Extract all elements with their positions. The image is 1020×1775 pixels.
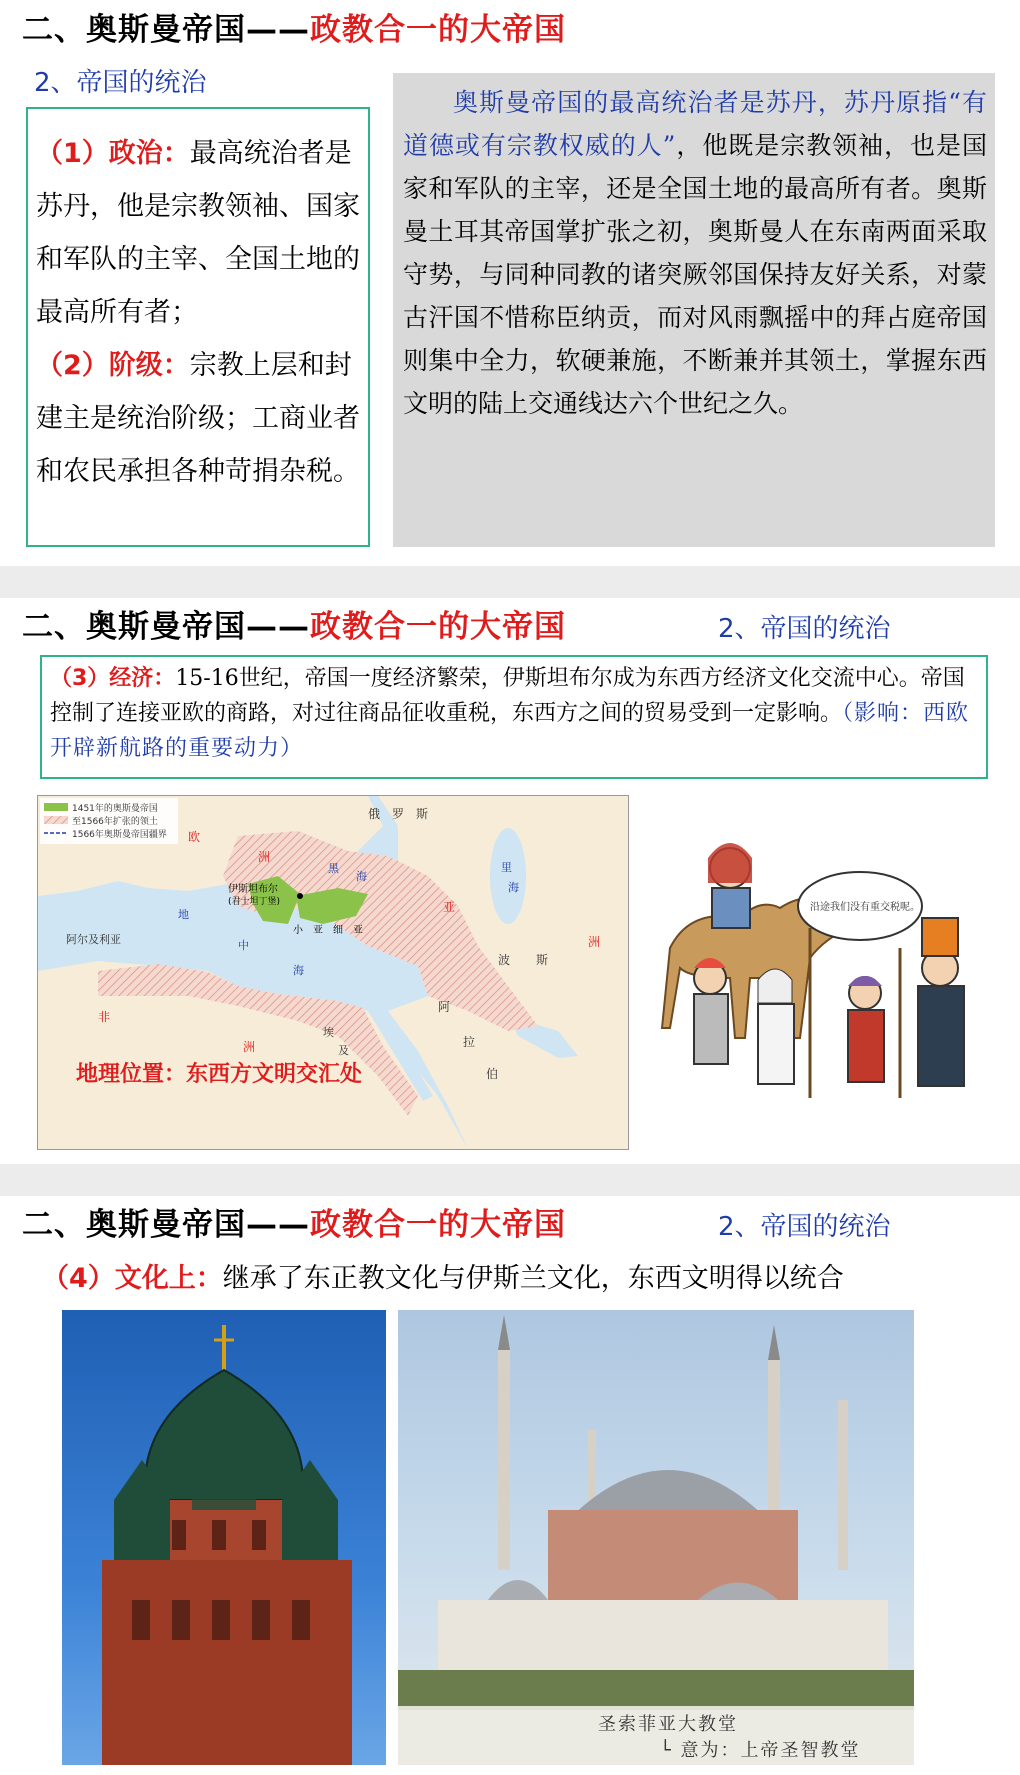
culture-line: [42, 1256, 844, 1295]
slide-economy: [0, 598, 1020, 1164]
label-blacksea-hai: 海: [356, 870, 367, 883]
legend-1566-expansion: 至1566年扩张的领土: [72, 817, 158, 827]
label-algeria: 阿尔及利亚: [66, 933, 121, 946]
label-egypt-ai: 埃: [323, 1026, 334, 1039]
label-arabia-bo: 伯: [486, 1067, 499, 1081]
title-red: 政教合一的大帝国: [310, 12, 566, 48]
class-label: （2）阶级：: [36, 350, 190, 381]
economy-influence: （影响：西欧开辟新航路的重要动力）: [50, 701, 970, 761]
economy-box: [40, 655, 988, 779]
label-africa-zhou: 洲: [243, 1040, 256, 1054]
title-black: 二、奥斯曼帝国——: [22, 12, 310, 48]
section-subtitle: 2、帝国的统治: [718, 1212, 891, 1242]
slide-politics: [0, 0, 1020, 566]
politics-class-box: [26, 107, 370, 547]
label-persia-bo: 波: [498, 953, 511, 967]
label-europe-ou: 欧: [188, 830, 201, 844]
class-text: 宗教上层和封建主是统治阶级；工商业者和农民承担各种苛捐杂税。: [36, 350, 360, 487]
label-europe-zhou: 洲: [258, 850, 271, 864]
culture-text: 继承了东正教文化与伊斯兰文化，东西文明得以统合: [222, 1263, 844, 1294]
label-russia: 俄 罗 斯: [368, 807, 429, 821]
photo-caption: [398, 1706, 914, 1765]
geo-caption: 地理位置：东西方文明交汇处: [76, 1062, 363, 1087]
speech-text: 沿途我们没有重交税呢。: [810, 902, 920, 913]
slide-title: [22, 4, 566, 49]
label-arabia-la: 拉: [463, 1035, 476, 1049]
label-egypt-ji: 及: [338, 1044, 349, 1057]
caption-meaning: └ 意为：上帝圣智教堂: [660, 1740, 861, 1761]
culture-label: （4）文化上：: [42, 1263, 223, 1294]
slide-title: [22, 1199, 566, 1244]
caption-title: 圣索菲亚大教堂: [598, 1714, 738, 1735]
slide-culture: [0, 1196, 1020, 1775]
label-med-di: 地: [178, 908, 189, 921]
legend-1451: 1451年的奥斯曼帝国: [72, 804, 158, 814]
istanbul-marker: [297, 893, 303, 899]
cartoon-svg: [650, 828, 990, 1108]
section-subtitle: 2、帝国的统治: [718, 614, 891, 644]
slide-separator: [0, 1164, 1020, 1196]
title-black: 二、奥斯曼帝国——: [22, 1207, 310, 1243]
orthodox-church-photo: [62, 1310, 386, 1765]
label-arabia-a: 阿: [438, 1000, 451, 1014]
legend-1566-border: 1566年奥斯曼帝国疆界: [72, 830, 167, 840]
slide-title: [22, 601, 566, 646]
quote-highlight: 奥斯曼帝国的最高统治者是苏丹，苏丹原指“有道德或有宗教权威的人”: [403, 88, 987, 160]
label-istanbul-2: (君士坦丁堡): [228, 897, 281, 907]
label-asia-ya: 亚: [443, 900, 456, 914]
caspian-sea: [490, 828, 526, 924]
label-caspian-hai: 海: [508, 881, 519, 894]
ottoman-map: [37, 795, 629, 1150]
slide-separator: [0, 566, 1020, 598]
merchant-cartoon: [650, 828, 990, 1108]
economy-label: （3）经济：: [50, 666, 176, 691]
label-asia-zhou: 洲: [588, 935, 601, 949]
politics-text: 最高统治者是苏丹，他是宗教领袖、国家和军队的主宰、全国土地的最高所有者；: [36, 138, 360, 328]
section-subtitle: 2、帝国的统治: [34, 68, 207, 98]
label-caspian-li: 里: [501, 861, 512, 874]
title-red: 政教合一的大帝国: [310, 609, 566, 645]
label-blacksea-hei: 黑: [328, 862, 339, 875]
label-med-hai: 海: [293, 964, 304, 977]
politics-label: （1）政治：: [36, 138, 190, 169]
label-med-zhong: 中: [238, 939, 249, 952]
label-persia-si: 斯: [536, 953, 549, 967]
quote-text: ，他既是宗教领袖，也是国家和军队的主宰，还是全国土地的最高所有者。奥斯曼土耳其帝国掌扩张之初，奥斯曼人在东南两面采取守势，与同种同教的诸突厥邻国保持友好关系，对蒙古汗国不惜称臣纳贡，而对风雨飘摇中的拜占庭帝国则集中全力，软硬兼施，不断兼并其领土，掌握东西文明的陆上交通线达六个世纪之久。: [403, 131, 987, 418]
sultan-quote-box: [393, 73, 995, 547]
label-asia-minor: 小 亚 细 亚: [293, 925, 363, 936]
economy-text: 15-16世纪，帝国一度经济繁荣，伊斯坦布尔成为东西方经济文化交流中心。帝国控制了连接亚欧的商路，对过往商品征收重税，东西方之间的贸易受到一定影响。: [50, 666, 965, 726]
label-istanbul-1: 伊斯坦布尔: [228, 884, 278, 895]
hagia-sophia-photo: [398, 1310, 914, 1765]
title-black: 二、奥斯曼帝国——: [22, 609, 310, 645]
title-red: 政教合一的大帝国: [310, 1207, 566, 1243]
label-africa-fei: 非: [98, 1010, 111, 1024]
map-svg: [38, 796, 628, 1149]
